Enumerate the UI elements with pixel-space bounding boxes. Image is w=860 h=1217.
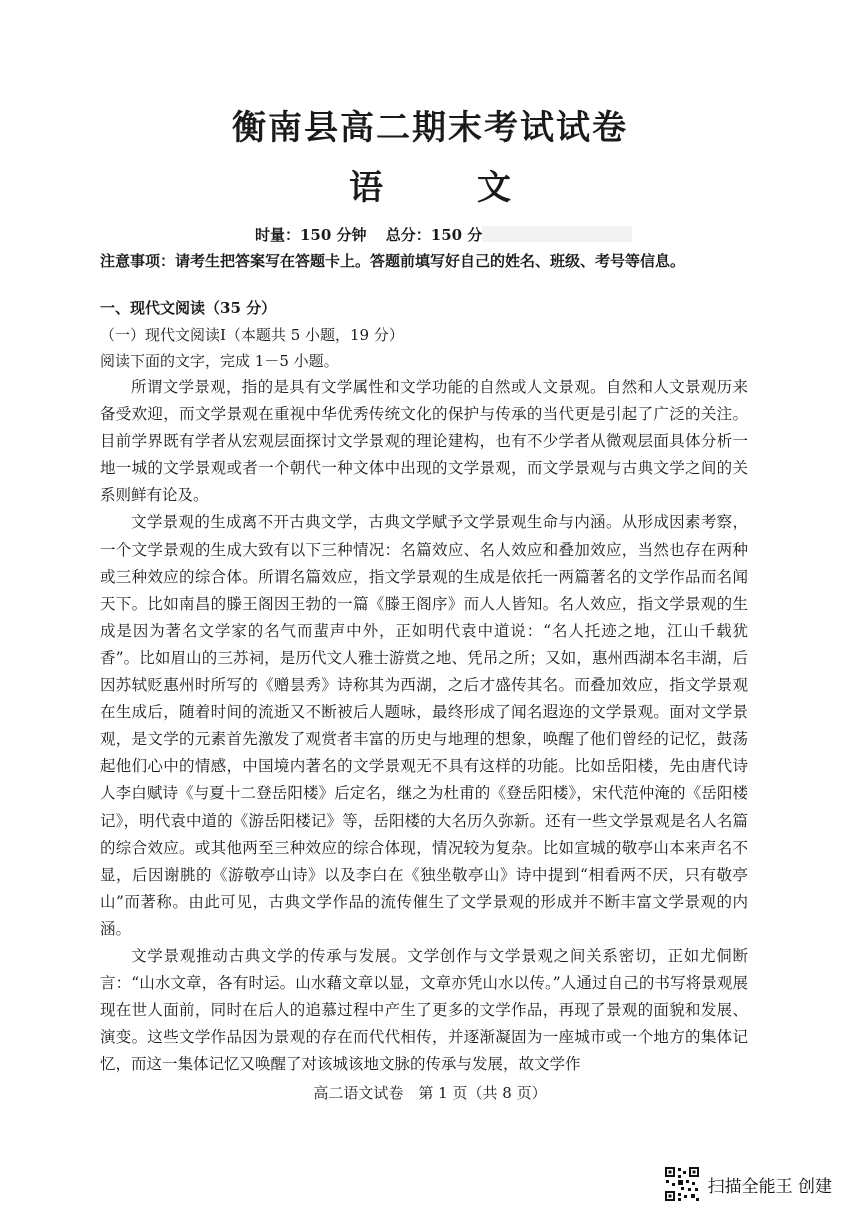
subsection-heading: （一）现代文阅读Ⅰ（本题共 5 小题，19 分） xyxy=(100,326,404,344)
watermark-label: 扫描全能王 创建 xyxy=(707,1176,832,1197)
exam-meta xyxy=(255,224,496,245)
redacted-area xyxy=(482,226,632,242)
scanner-watermark xyxy=(664,1164,832,1204)
section-heading: 一、现代文阅读（35 分） xyxy=(100,299,277,317)
reading-passage xyxy=(100,374,748,1078)
subject-title: 语 文 xyxy=(349,168,541,208)
exam-title: 衡南县高二期末考试试卷 xyxy=(232,108,628,148)
passage-paragraph: 文学景观的生成离不开古典文学，古典文学赋予文学景观生命与内涵。从形成因素考察，一个文学景观的生成大致有以下三种情况：名篇效应、名人效应和叠加效应，当然也存在两种或三种效应的综合体。所谓名篇效应，指文学景观的生成是依托一两篇著名的文学作品而名闻天下。比如南昌的滕王阁因王勃的一篇《滕王阁序》而人人皆知。名人效应，指文学景观的生成是因为著名文学家的名气而蜚声中外，正如明代袁中道说：“名人托迹之地，江山千载犹香”。比如眉山的三苏祠，是历代文人雅士游赏之地、凭吊之所；又如，惠州西湖本名丰湖，后因苏轼贬惠州时所写的《赠昙秀》诗称其为西湖，之后才盛传其名。而叠加效应，指文学景观在生成后，随着时间的流逝又不断被后人题咏，最终形成了闻名遐迩的文学景观。面对文学景观，是文学的元素首先激发了观赏者丰富的历史与地理的想象，唤醒了他们曾经的记忆，鼓荡起他们心中的情感，中国境内著名的文学景观无不具有这样的功能。比如岳阳楼，先由唐代诗人李白赋诗《与夏十二登岳阳楼》后定名，继之为杜甫的《登岳阳楼》，宋代范仲淹的《岳阳楼记》，明代袁中道的《游岳阳楼记》等，岳阳楼的大名历久弥新。还有一些文学景观是名人名篇的综合效应。或其他两至三种效应的综合体现，情况较为复杂。比如宣城的敬亭山本来声名不显，后因谢朓的《游敬亭山诗》以及李白在《独坐敬亭山》诗中提到“相看两不厌，只有敬亭山”而著称。由此可见，古典文学作品的流传催生了文学景观的形成并不断丰富文学景观的内涵。 xyxy=(100,513,748,938)
time-limit: 时量：150 分钟 xyxy=(255,226,367,244)
passage-paragraph: 文学景观推动古典文学的传承与发展。文学创作与文学景观之间关系密切，正如尤侗断言：“山水文章，各有时运。山水藉文章以显，文章亦凭山水以传。”人通过自己的书写将景观展现在世人面前，同时在后人的追慕过程中产生了更多的文学作品，再现了景观的面貌和发展、演变。这些文学作品因为景观的存在而代代相传，并逐渐凝固为一座城市或一个地方的集体记忆，而这一集体记忆又唤醒了对该城该地文脉的传承与发展，故文学作 xyxy=(100,946,748,1074)
total-score: 总分：150 分 xyxy=(385,226,483,244)
qr-code-icon xyxy=(664,1166,700,1202)
exam-notice: 注意事项：请考生把答案写在答题卡上。答题前填写好自己的姓名、班级、考号等信息。 xyxy=(100,252,686,270)
passage-paragraph: 所谓文学景观，指的是具有文学属性和文学功能的自然或人文景观。自然和人文景观历来备受欢迎，而文学景观在重视中华优秀传统文化的保护与传承的当代更是引起了广泛的关注。目前学界既有学者从宏观层面探讨文学景观的理论建构，也有不少学者从微观层面具体分析一地一城的文学景观或者一个朝代一种文体中出现的文学景观，而文学景观与古典文学之间的关系则鲜有论及。 xyxy=(100,378,748,505)
reading-instruction: 阅读下面的文字，完成 1－5 小题。 xyxy=(100,352,339,370)
page-footer: 高二语文试卷 第 1 页（共 8 页） xyxy=(313,1084,547,1102)
